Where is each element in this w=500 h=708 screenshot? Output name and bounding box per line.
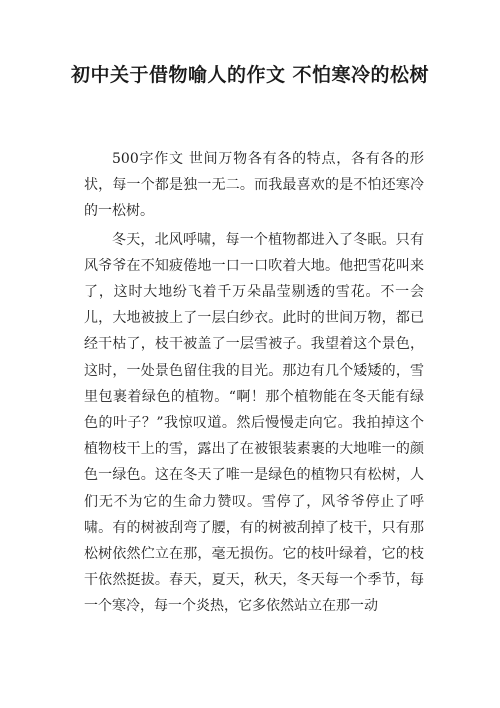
document-title: 初中关于借物喻人的作文 不怕寒冷的松树 [70,64,430,86]
paragraph-intro: 500字作文 世间万物各有各的特点，各有各的形状，每一个都是独一无二。而我最喜欢的是不怕还寒冷的一松树。 [84,151,424,220]
document-body [84,146,424,620]
paragraph-main: 冬天，北风呼啸，每一个植物都进入了冬眠。只有风爷爷在不知疲倦地一口一口吹着大地。他把雪花叫来了，这时大地纷飞着千万朵晶莹剔透的雪花。不一会儿，大地被披上了一层白纱衣。此时的世间万物，都已经干枯了，枝干被盖了一层雪被子。我望着这个景色，这时，一处景色留住我的目光。那边有几个矮矮的，雪里包裹着绿色的植物。“啊！那个植物能在冬天能有绿色的叶子？”我惊叹道。然后慢慢走向它。我拍掉这个植物枝干上的雪，露出了在被银装素裹的大地唯一的颜色一绿色。这在冬天了唯一是绿色的植物只有松树，人们无不为它的生命力赞叹。雪停了，风爷爷停止了呼啸。有的树被刮弯了腰，有的树被刮掉了枝干，只有那松树依然伫立在那，毫无损伤。它的枝叶绿着，它的枝干依然挺拔。春天，夏天，秋天，冬天每一个季节，每一个寒冷，每一个炎热，它多依然站立在那一动 [84,231,424,615]
